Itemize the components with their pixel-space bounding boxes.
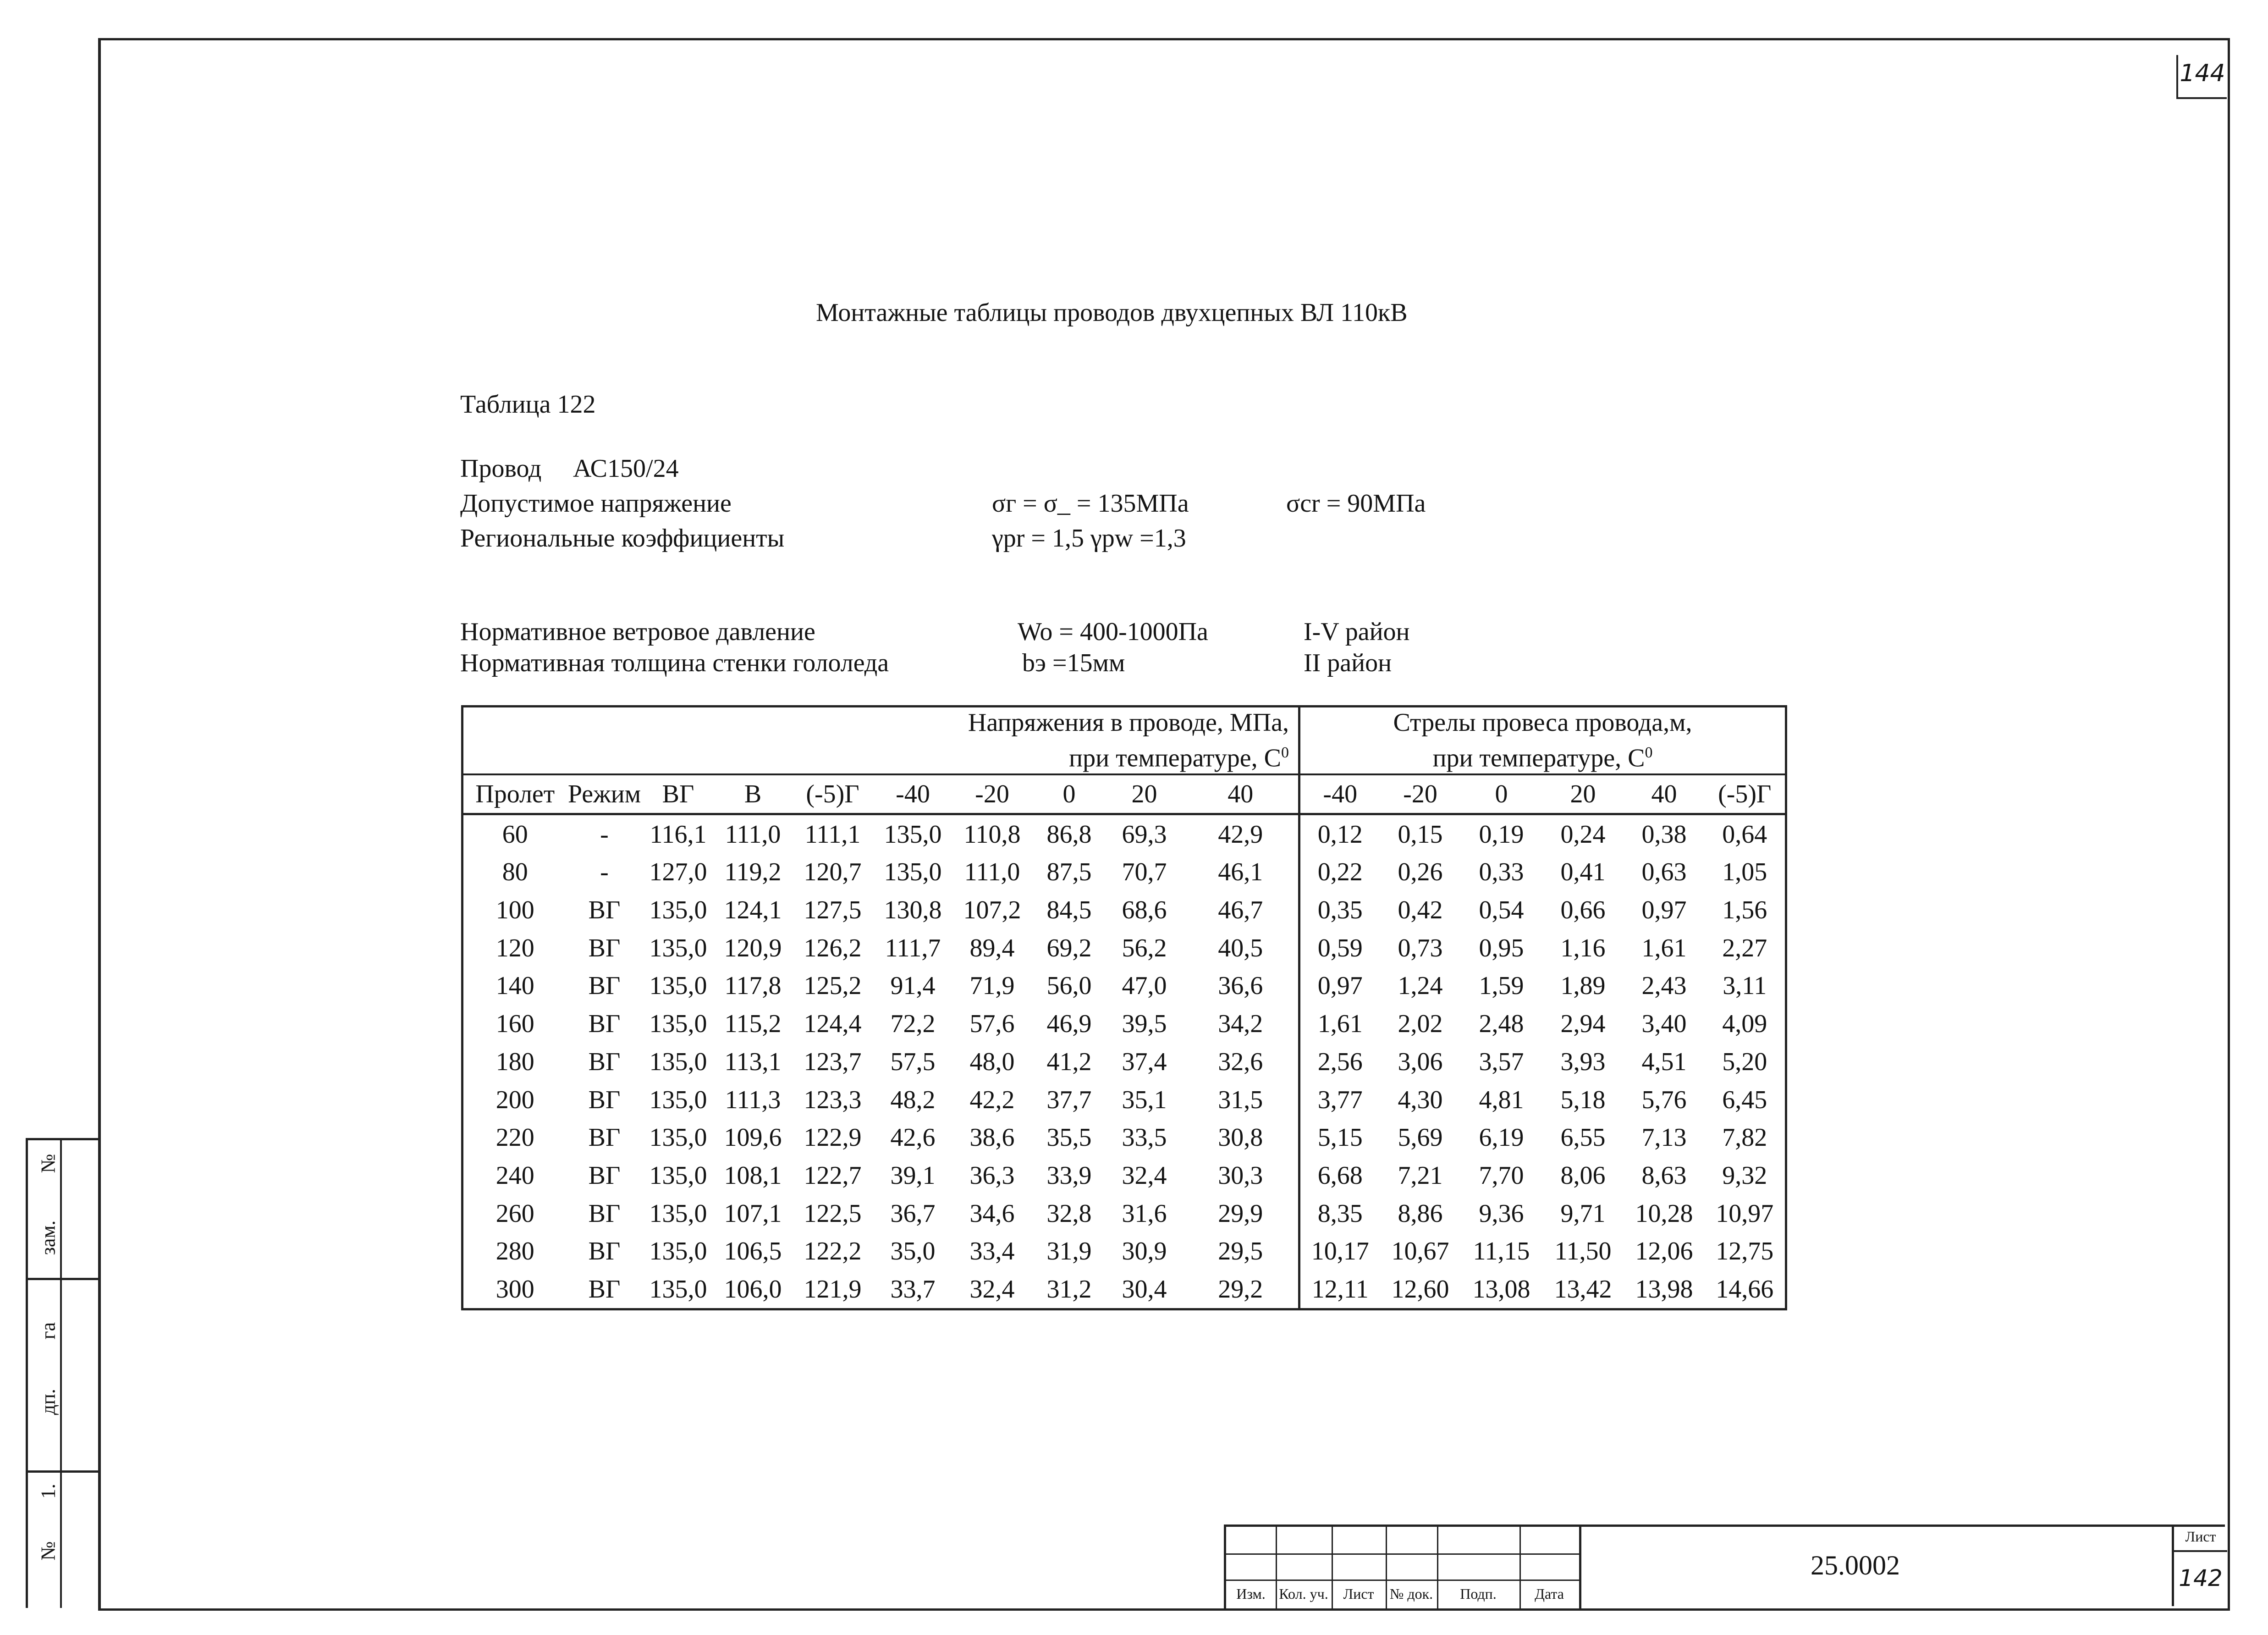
table-cell: 135,0 [649, 1237, 707, 1266]
table-cell: 0,64 [1722, 820, 1767, 849]
table-cell: 123,3 [804, 1085, 862, 1114]
table-cell: 180 [495, 1047, 534, 1076]
table-cell: 57,5 [890, 1047, 936, 1076]
table-cell: 1,05 [1722, 858, 1767, 887]
allowed-stress-formula-2: σcr = 90МПа [1286, 489, 1426, 518]
column-header: Пролет [462, 774, 567, 814]
table-cell: 36,6 [1218, 972, 1263, 1000]
column-header: (-5)Г [792, 774, 874, 814]
table-cell: 35,5 [1046, 1123, 1092, 1152]
stress-group-header [462, 707, 1299, 774]
table-row [462, 1232, 1786, 1270]
table-cell: ВГ [588, 933, 621, 962]
table-cell: 120,7 [804, 858, 862, 887]
table-cell: 0,15 [1398, 820, 1443, 849]
table-cell: 68,6 [1122, 896, 1167, 925]
table-cell: 140 [495, 972, 534, 1000]
table-cell: 30,9 [1122, 1237, 1167, 1266]
table-cell: 32,4 [969, 1275, 1015, 1304]
doc-code: 25.0002 [1811, 1550, 1900, 1580]
table-cell: 135,0 [649, 896, 707, 925]
table-cell: 6,45 [1722, 1085, 1767, 1114]
table-cell: 42,6 [890, 1123, 936, 1152]
wire-label: Провод [460, 454, 542, 483]
table-cell: 32,6 [1218, 1047, 1263, 1076]
table-cell: 122,7 [804, 1161, 862, 1190]
table-cell: 56,0 [1046, 972, 1092, 1000]
degree-sup: 0 [1645, 744, 1653, 761]
margin-label: № [37, 1541, 60, 1561]
table-cell: 3,57 [1479, 1047, 1524, 1076]
table-cell: 3,93 [1560, 1047, 1606, 1076]
table-cell: 71,9 [969, 972, 1015, 1000]
table-cell: 4,51 [1641, 1047, 1687, 1076]
table-cell: 84,5 [1046, 896, 1092, 925]
table-cell: 135,0 [649, 933, 707, 962]
table-cell: 69,3 [1122, 820, 1167, 849]
table-cell: 122,2 [804, 1237, 862, 1266]
table-cell: 113,1 [724, 1047, 782, 1076]
table-cell: 11,50 [1554, 1237, 1612, 1266]
ice-value: bэ =15мм [1022, 649, 1125, 677]
table-cell: 10,67 [1391, 1237, 1449, 1266]
table-cell: 127,5 [804, 896, 862, 925]
table-cell: 117,8 [724, 972, 782, 1000]
column-header: -20 [1380, 774, 1461, 814]
table-cell: 111,0 [725, 820, 781, 849]
margin-label: га [37, 1322, 60, 1340]
table-cell: 29,9 [1218, 1199, 1263, 1228]
table-cell: 2,27 [1722, 933, 1767, 962]
table-cell: 0,97 [1299, 967, 1380, 1005]
ice-region: II район [1304, 649, 1392, 677]
sag-group-subtitle: при температуре, C [1432, 744, 1645, 773]
table-cell: 14,66 [1716, 1275, 1774, 1304]
table-cell: 300 [495, 1275, 534, 1304]
table-cell: 31,5 [1218, 1085, 1263, 1114]
table-cell: ВГ [588, 896, 621, 925]
table-cell: 3,11 [1723, 972, 1767, 1000]
table-cell: 70,7 [1122, 858, 1167, 887]
column-header: 40 [1624, 774, 1705, 814]
table-cell: 100 [495, 896, 534, 925]
table-cell: 2,48 [1479, 1010, 1524, 1038]
table-cell: 6,55 [1560, 1123, 1606, 1152]
stamp-col-label: Изм. [1236, 1585, 1266, 1602]
stamp-col-label: Дата [1535, 1585, 1564, 1602]
table-cell: 123,7 [804, 1047, 862, 1076]
table-cell: 69,2 [1046, 933, 1092, 962]
table-cell: 32,4 [1122, 1161, 1167, 1190]
table-cell: 10,17 [1299, 1232, 1380, 1270]
table-cell: 13,98 [1635, 1275, 1693, 1304]
table-row [462, 853, 1786, 891]
sheet-number: 142 [2179, 1565, 2223, 1591]
table-row [462, 1005, 1786, 1043]
margin-label: № [37, 1154, 60, 1173]
table-cell: 135,0 [649, 1199, 707, 1228]
table-cell: 10,28 [1635, 1199, 1693, 1228]
column-header: В [715, 774, 792, 814]
table-cell: 124,1 [724, 896, 782, 925]
margin-label: 1. [37, 1484, 60, 1499]
table-cell: 31,2 [1046, 1275, 1092, 1304]
page-title: Монтажные таблицы проводов двухцепных ВЛ 110кВ [816, 298, 1408, 327]
table-cell: 109,6 [724, 1123, 782, 1152]
table-cell: 39,5 [1122, 1010, 1167, 1038]
table-cell: 0,26 [1398, 858, 1443, 887]
table-cell: 47,0 [1122, 972, 1167, 1000]
table-cell: 10,97 [1716, 1199, 1774, 1228]
table-cell: 56,2 [1122, 933, 1167, 962]
table-cell: 87,5 [1046, 858, 1092, 887]
wind-label: Нормативное ветровое давление [460, 618, 815, 646]
title-block-rule [1226, 1580, 1579, 1581]
table-cell: 8,06 [1560, 1161, 1606, 1190]
table-cell: ВГ [588, 1237, 621, 1266]
table-cell: 116,1 [650, 820, 707, 849]
table-cell: 35,1 [1122, 1085, 1167, 1114]
wind-value: Wo = 400-1000Па [1018, 618, 1208, 646]
table-cell: 33,9 [1046, 1161, 1092, 1190]
table-cell: 106,0 [724, 1275, 782, 1304]
table-cell: 46,9 [1046, 1010, 1092, 1038]
table-cell: 5,69 [1398, 1123, 1443, 1152]
table-cell: 115,2 [724, 1010, 782, 1038]
table-cell: 1,24 [1398, 972, 1443, 1000]
table-cell: 9,36 [1479, 1199, 1524, 1228]
table-cell: ВГ [588, 972, 621, 1000]
column-header: -40 [1299, 774, 1380, 814]
table-cell: 125,2 [804, 972, 862, 1000]
stress-group-subtitle: при температуре, C [1069, 744, 1281, 773]
table-cell: 107,2 [963, 896, 1021, 925]
table-cell: 135,0 [884, 858, 942, 887]
table-label: Таблица 122 [460, 390, 596, 419]
table-cell: 46,7 [1218, 896, 1263, 925]
table-cell: 29,5 [1218, 1237, 1263, 1266]
table-cell: 72,2 [890, 1010, 936, 1038]
table-cell: 0,73 [1398, 933, 1443, 962]
table-cell: 111,0 [964, 858, 1020, 887]
table-cell: 2,94 [1560, 1010, 1606, 1038]
title-block-rule [1226, 1553, 1579, 1555]
table-cell: 8,86 [1398, 1199, 1443, 1228]
table-cell: 11,15 [1473, 1237, 1530, 1266]
table-cell: 107,1 [724, 1199, 782, 1228]
table-cell: 31,9 [1046, 1237, 1092, 1266]
table-cell: 42,9 [1218, 820, 1263, 849]
title-block [1224, 1525, 2225, 1608]
table-cell: 12,60 [1391, 1275, 1449, 1304]
table-cell: ВГ [588, 1161, 621, 1190]
table-cell: 135,0 [884, 820, 942, 849]
table-cell: 1,61 [1641, 933, 1687, 962]
table-cell: 1,56 [1722, 896, 1767, 925]
sheet-label: Лист [2185, 1528, 2216, 1545]
table-cell: ВГ [588, 1199, 621, 1228]
table-cell: 200 [495, 1085, 534, 1114]
stamp-col-label: Подп. [1460, 1585, 1497, 1602]
wire-value: АС150/24 [573, 454, 679, 483]
stamp-col-label: Лист [1343, 1585, 1374, 1602]
table-cell: ВГ [588, 1047, 621, 1076]
table-cell: 127,0 [649, 858, 707, 887]
table-cell: 0,38 [1641, 820, 1687, 849]
table-cell: 1,16 [1560, 933, 1606, 962]
table-cell: 40,5 [1218, 933, 1263, 962]
stress-group-title: Напряжения в проводе, МПа, [968, 708, 1289, 737]
table-cell: 0,54 [1479, 896, 1524, 925]
table-cell: 2,43 [1641, 972, 1687, 1000]
table-cell: 0,42 [1398, 896, 1443, 925]
stamp-col-label: № док. [1389, 1585, 1433, 1602]
table-cell: 135,0 [649, 1275, 707, 1304]
table-cell: 3,77 [1299, 1081, 1380, 1119]
column-header: 40 [1183, 774, 1299, 814]
table-cell: 0,59 [1299, 929, 1380, 967]
table-cell: 86,8 [1046, 820, 1092, 849]
table-cell: 13,08 [1472, 1275, 1530, 1304]
table-cell: 110,8 [963, 820, 1021, 849]
table-cell: 160 [495, 1010, 534, 1038]
table-cell: 120 [495, 933, 534, 962]
table-cell: - [600, 820, 609, 849]
column-header: 0 [1033, 774, 1106, 814]
table-row [462, 929, 1786, 967]
table-cell: 36,3 [969, 1161, 1015, 1190]
table-cell: 135,0 [649, 1047, 707, 1076]
sheet-box-rule [2174, 1550, 2227, 1552]
table-cell: 122,5 [804, 1199, 862, 1228]
table-cell: ВГ [588, 1123, 621, 1152]
table-cell: 5,18 [1560, 1085, 1606, 1114]
table-cell: ВГ [588, 1010, 621, 1038]
table-cell: ВГ [588, 1275, 621, 1304]
table-cell: 37,7 [1046, 1085, 1092, 1114]
column-header: Режим [567, 774, 642, 814]
table-cell: 37,4 [1122, 1047, 1167, 1076]
table-cell: 35,0 [890, 1237, 936, 1266]
table-cell: 6,68 [1299, 1157, 1380, 1195]
table-cell: 7,21 [1398, 1161, 1443, 1190]
column-header: (-5)Г [1705, 774, 1786, 814]
table-cell: 124,4 [804, 1010, 862, 1038]
table-cell: 4,30 [1398, 1085, 1443, 1114]
sheet-box [2172, 1525, 2227, 1606]
table-cell: 4,81 [1479, 1085, 1524, 1114]
ice-label: Нормативная толщина стенки гололеда [460, 649, 889, 677]
table-cell: 29,2 [1218, 1275, 1263, 1304]
allowed-stress-formula: σг = σ_ = 135МПа [992, 489, 1189, 518]
table-cell: 60 [502, 820, 528, 849]
table-cell: 0,95 [1479, 933, 1524, 962]
table-cell: 9,71 [1560, 1199, 1606, 1228]
table-cell: 12,11 [1299, 1270, 1380, 1309]
table-cell: 46,1 [1218, 858, 1263, 887]
margin-strip [26, 1138, 100, 1608]
table-cell: - [600, 858, 609, 887]
column-header-row [462, 774, 1786, 814]
table-cell: 30,8 [1218, 1123, 1263, 1152]
table-cell: 240 [495, 1161, 534, 1190]
table-row [462, 1081, 1786, 1119]
table-cell: 42,2 [969, 1085, 1015, 1114]
allowed-stress-label: Допустимое напряжение [460, 489, 732, 518]
table-cell: 126,2 [804, 933, 862, 962]
table-cell: 32,8 [1046, 1199, 1092, 1228]
table-row [462, 967, 1786, 1005]
table-cell: 89,4 [969, 933, 1015, 962]
table-cell: 2,02 [1398, 1010, 1443, 1038]
table-cell: 36,7 [890, 1199, 936, 1228]
table-row [462, 1194, 1786, 1232]
table-cell: 7,82 [1722, 1123, 1767, 1152]
table-cell: 1,89 [1560, 972, 1606, 1000]
table-cell: ВГ [588, 1085, 621, 1114]
table-cell: 3,06 [1398, 1047, 1443, 1076]
title-block-grid [1224, 1527, 1579, 1608]
table-cell: 34,6 [969, 1199, 1015, 1228]
table-row [462, 891, 1786, 929]
column-header: ВГ [642, 774, 715, 814]
table-cell: 135,0 [649, 1123, 707, 1152]
table-cell: 0,22 [1299, 853, 1380, 891]
table-cell: 135,0 [649, 1085, 707, 1114]
table-cell: 106,5 [724, 1237, 782, 1266]
table-cell: 280 [495, 1237, 534, 1266]
table-cell: 41,2 [1046, 1047, 1092, 1076]
table-cell: 122,9 [804, 1123, 862, 1152]
wind-region: I-V район [1304, 618, 1410, 646]
table-cell: 1,59 [1479, 972, 1524, 1000]
table-cell: 8,63 [1641, 1161, 1687, 1190]
title-block-divider [1579, 1527, 1581, 1608]
table-cell: 108,1 [724, 1161, 782, 1190]
table-cell: 135,0 [649, 1161, 707, 1190]
table-row [462, 1119, 1786, 1157]
table-cell: 48,0 [969, 1047, 1015, 1076]
column-header: -40 [874, 774, 952, 814]
table-cell: 8,35 [1299, 1194, 1380, 1232]
table-cell: 121,9 [804, 1275, 862, 1304]
column-header: 0 [1461, 774, 1542, 814]
table-cell: 111,1 [804, 820, 861, 849]
table-cell: 0,66 [1560, 896, 1606, 925]
table-cell: 5,76 [1641, 1085, 1687, 1114]
table-row [462, 1270, 1786, 1309]
table-cell: 0,35 [1299, 891, 1380, 929]
table-cell: 1,61 [1299, 1005, 1380, 1043]
table-cell: 220 [495, 1123, 534, 1152]
table-cell: 31,6 [1122, 1199, 1167, 1228]
table-cell: 30,4 [1122, 1275, 1167, 1304]
table-cell: 6,19 [1479, 1123, 1524, 1152]
mounting-table [461, 705, 1787, 1310]
table-cell: 0,19 [1479, 820, 1524, 849]
regional-coefs-label: Региональные коэффициенты [460, 524, 785, 552]
stamp-col-label: Кол. уч. [1279, 1585, 1328, 1602]
table-cell: 130,8 [884, 896, 942, 925]
table-cell: 33,7 [890, 1275, 936, 1304]
table-cell: 9,32 [1722, 1161, 1767, 1190]
table-cell: 48,2 [890, 1085, 936, 1114]
degree-sup: 0 [1281, 744, 1289, 761]
table-cell: 12,06 [1635, 1237, 1693, 1266]
margin-strip-divider [60, 1140, 62, 1608]
sag-group-title: Стрелы провеса провода,м, [1393, 708, 1692, 737]
table-cell: 3,40 [1641, 1010, 1687, 1038]
table-cell: 111,3 [725, 1085, 781, 1114]
table-cell: 120,9 [724, 933, 782, 962]
margin-strip-rule [28, 1278, 100, 1280]
table-cell: 111,7 [885, 933, 941, 962]
table-cell: 80 [502, 858, 528, 887]
table-cell: 33,4 [969, 1237, 1015, 1266]
margin-strip-rule [28, 1470, 100, 1473]
table-cell: 119,2 [724, 858, 782, 887]
table-cell: 7,13 [1641, 1123, 1687, 1152]
table-row [462, 1157, 1786, 1195]
table-cell: 30,3 [1218, 1161, 1263, 1190]
table-cell: 13,42 [1554, 1275, 1612, 1304]
table-cell: 4,09 [1722, 1010, 1767, 1038]
table-cell: 7,70 [1479, 1161, 1524, 1190]
table-cell: 0,63 [1641, 858, 1687, 887]
table-cell: 91,4 [890, 972, 936, 1000]
table-body [462, 814, 1786, 1309]
column-header: -20 [952, 774, 1033, 814]
table-cell: 39,1 [890, 1161, 936, 1190]
page-number-top: 144 [2176, 55, 2227, 99]
table-cell: 0,24 [1560, 820, 1606, 849]
column-header: 20 [1542, 774, 1624, 814]
table-cell: 57,6 [969, 1010, 1015, 1038]
table-row [462, 814, 1786, 853]
table-cell: 135,0 [649, 1010, 707, 1038]
table-cell: 33,5 [1122, 1123, 1167, 1152]
table-cell: 38,6 [969, 1123, 1015, 1152]
table-cell: 0,33 [1479, 858, 1524, 887]
table-cell: 12,75 [1716, 1237, 1774, 1266]
table-cell: 0,41 [1560, 858, 1606, 887]
sag-group-header [1299, 707, 1786, 774]
table-cell: 0,97 [1641, 896, 1687, 925]
margin-label: дп. [37, 1389, 60, 1415]
table-cell: 260 [495, 1199, 534, 1228]
table-cell: 135,0 [649, 972, 707, 1000]
table-row [462, 1043, 1786, 1081]
table-cell: 0,12 [1299, 814, 1380, 853]
margin-label: зам. [37, 1220, 60, 1255]
table-cell: 5,15 [1299, 1119, 1380, 1157]
column-header: 20 [1106, 774, 1183, 814]
table-cell: 2,56 [1299, 1043, 1380, 1081]
table-cell: 34,2 [1218, 1010, 1263, 1038]
table-cell: 5,20 [1722, 1047, 1767, 1076]
regional-coefs-formula: γpr = 1,5 γpw =1,3 [992, 524, 1186, 552]
